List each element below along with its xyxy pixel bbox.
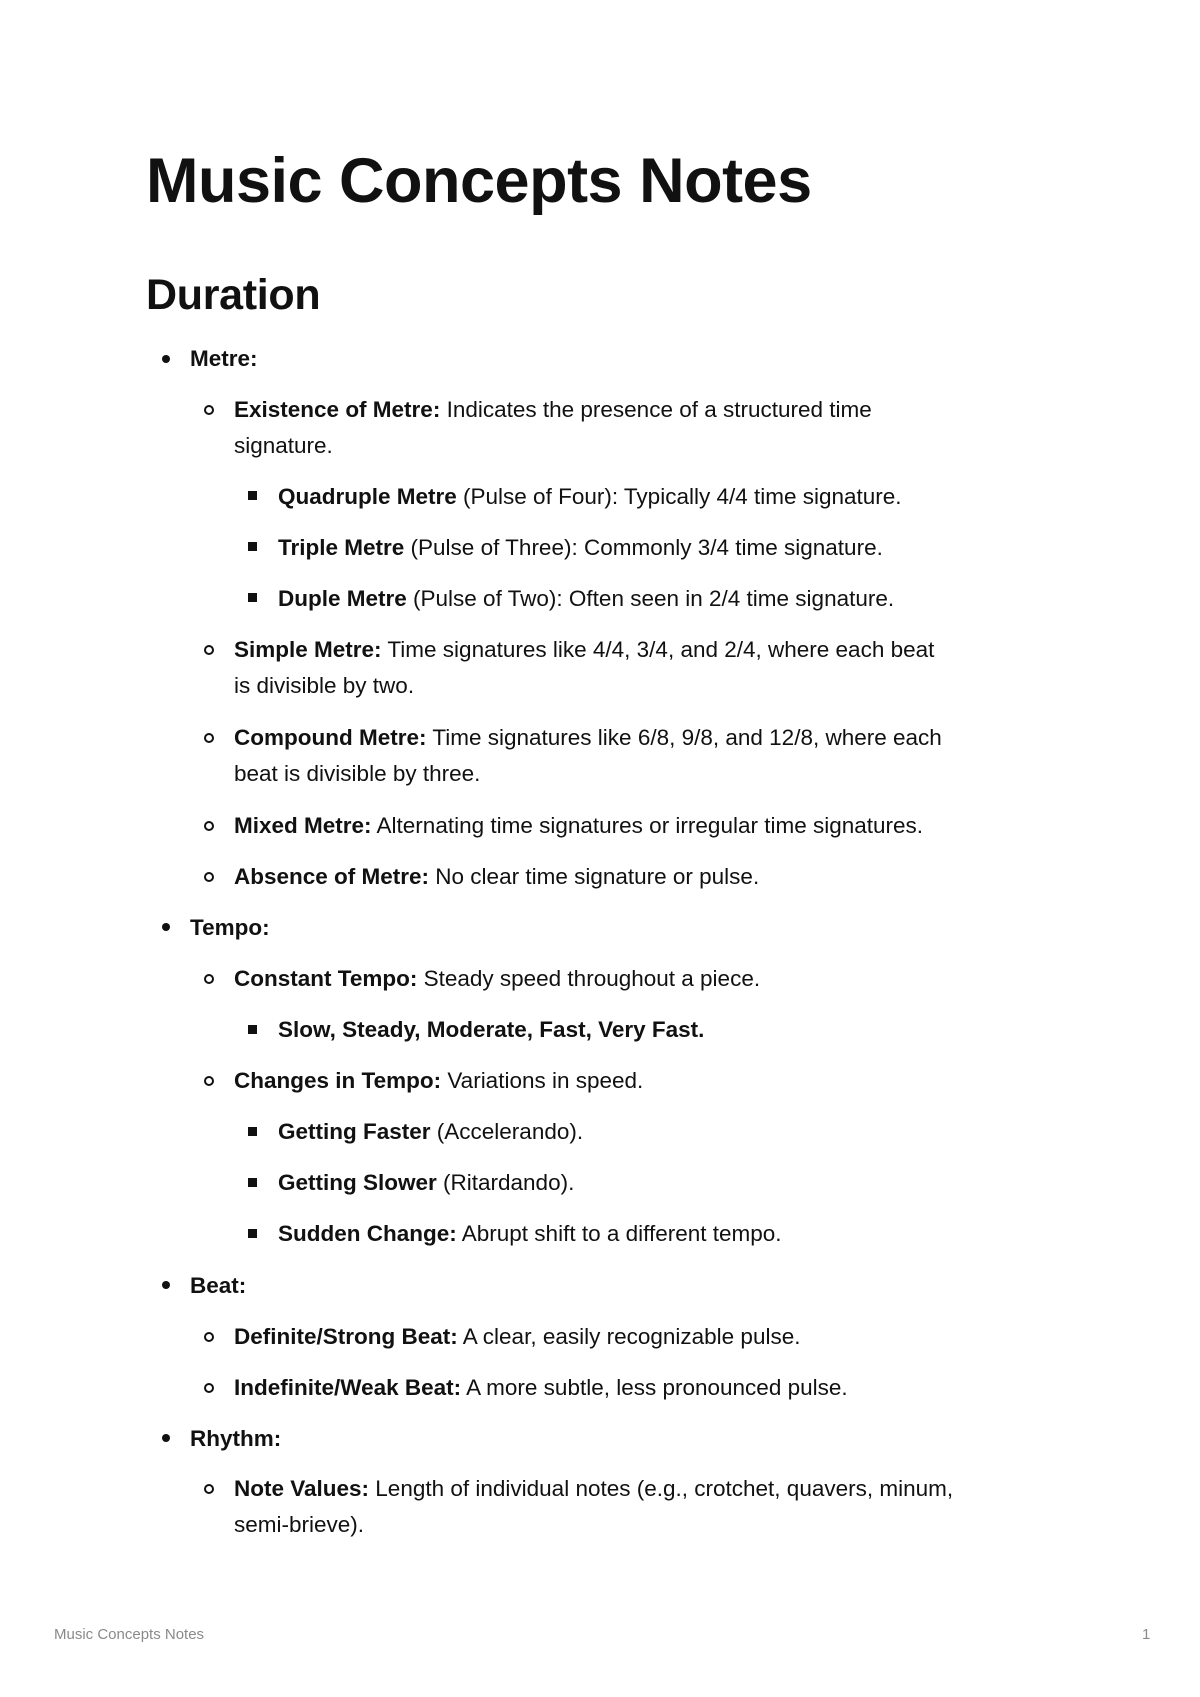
list-item-note-values-cont: semi-brieve). [234, 1512, 365, 1537]
list-item-compound-metre-cont: beat is divisible by three. [234, 761, 481, 786]
bullet-disc-icon [162, 1434, 170, 1442]
list-item-rhythm: Rhythm: [190, 1426, 282, 1451]
list-item-absence-of-metre: Absence of Metre: No clear time signature or pulse. [234, 864, 760, 889]
bullet-square-icon [248, 542, 257, 551]
bullet-disc-icon [162, 923, 170, 931]
list-item-existence-of-metre: Existence of Metre: Indicates the presence of a structured time [234, 397, 872, 422]
list-item-tempo: Tempo: [190, 915, 270, 940]
section-heading-duration: Duration [146, 271, 321, 319]
list-item-sudden-change: Sudden Change: Abrupt shift to a different tempo. [278, 1221, 782, 1246]
list-item-simple-metre: Simple Metre: Time signatures like 4/4, 3/4, and 2/4, where each beat [234, 637, 935, 662]
bullet-circle-icon [204, 821, 214, 831]
list-item-indefinite-beat: Indefinite/Weak Beat: A more subtle, less pronounced pulse. [234, 1375, 848, 1400]
bullet-circle-icon [204, 1484, 214, 1494]
bullet-disc-icon [162, 1281, 170, 1289]
bullet-square-icon [248, 1025, 257, 1034]
footer-document-name: Music Concepts Notes [54, 1626, 205, 1643]
list-item-definite-beat: Definite/Strong Beat: A clear, easily recognizable pulse. [234, 1324, 801, 1349]
list-item-constant-tempo: Constant Tempo: Steady speed throughout a piece. [234, 966, 761, 991]
list-item-beat: Beat: [190, 1273, 247, 1298]
list-item-compound-metre: Compound Metre: Time signatures like 6/8, 9/8, and 12/8, where each [234, 725, 942, 750]
bullet-circle-icon [204, 1076, 214, 1086]
list-item-simple-metre-cont: is divisible by two. [234, 673, 415, 698]
bullet-square-icon [248, 1229, 257, 1238]
bullet-circle-icon [204, 405, 214, 415]
list-item-tempo-speeds: Slow, Steady, Moderate, Fast, Very Fast. [278, 1017, 705, 1042]
list-item-quadruple-metre: Quadruple Metre (Pulse of Four): Typically 4/4 time signature. [278, 484, 902, 509]
list-item-duple-metre: Duple Metre (Pulse of Two): Often seen in 2/4 time signature. [278, 586, 895, 611]
list-item-getting-slower: Getting Slower (Ritardando). [278, 1170, 575, 1195]
bullet-circle-icon [204, 872, 214, 882]
list-item-note-values: Note Values: Length of individual notes (e.g., crotchet, quavers, minum, [234, 1476, 954, 1501]
list-item-getting-faster: Getting Faster (Accelerando). [278, 1119, 584, 1144]
bullet-circle-icon [204, 645, 214, 655]
document-title: Music Concepts Notes [146, 146, 812, 216]
list-item-changes-in-tempo: Changes in Tempo: Variations in speed. [234, 1068, 644, 1093]
bullet-circle-icon [204, 733, 214, 743]
footer-page-number: 1 [1142, 1626, 1151, 1643]
list-item-existence-of-metre-cont: signature. [234, 433, 333, 458]
bullet-square-icon [248, 593, 257, 602]
list-item-mixed-metre: Mixed Metre: Alternating time signatures or irregular time signatures. [234, 813, 924, 838]
bullet-circle-icon [204, 1332, 214, 1342]
bullet-disc-icon [162, 355, 170, 363]
bullet-circle-icon [204, 1383, 214, 1393]
bullet-square-icon [248, 1127, 257, 1136]
list-item-triple-metre: Triple Metre (Pulse of Three): Commonly 3/4 time signature. [278, 535, 883, 560]
bullet-square-icon [248, 491, 257, 500]
list-item-metre: Metre: [190, 346, 258, 371]
bullet-square-icon [248, 1178, 257, 1187]
bullet-circle-icon [204, 974, 214, 984]
